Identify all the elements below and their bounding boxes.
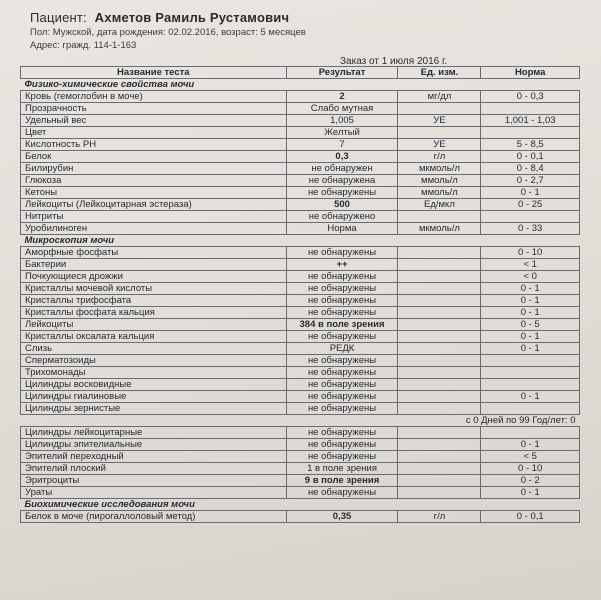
test-name-cell: Сперматозоиды <box>21 355 287 367</box>
table-header-row <box>21 67 580 79</box>
unit-cell: Ед/мкл <box>398 199 481 211</box>
norm-cell: 0 - 1 <box>481 187 580 199</box>
norm-cell: 0 - 1 <box>481 391 580 403</box>
unit-cell: мг/дл <box>398 91 481 103</box>
order-date: Заказ от 1 июля 2016 г. <box>340 56 448 67</box>
result-cell: 9 в поле зрения <box>286 475 398 487</box>
norm-cell: 5 - 8,5 <box>481 139 580 151</box>
unit-cell <box>398 355 481 367</box>
result-cell: Желтый <box>286 127 398 139</box>
result-cell: 1 в поле зрения <box>286 463 398 475</box>
norm-cell <box>481 367 580 379</box>
result-cell: не обнаружены <box>286 403 398 415</box>
unit-cell <box>398 331 481 343</box>
table-row <box>21 223 580 235</box>
header-test-name: Название теста <box>21 67 287 79</box>
table-row <box>21 475 580 487</box>
test-name-cell: Глюкоза <box>21 175 287 187</box>
section-title: Физико-химические свойства мочи <box>21 79 580 91</box>
test-name-cell: Цилиндры гиалиновые <box>21 391 287 403</box>
result-cell: не обнаружены <box>286 271 398 283</box>
norm-cell: 0 - 2,7 <box>481 175 580 187</box>
section-heading <box>21 79 580 91</box>
patient-info: Пол: Мужской, дата рождения: 02.02.2016, возраст: 5 месяцев <box>30 27 306 38</box>
norm-cell: 0 - 33 <box>481 223 580 235</box>
unit-cell <box>398 319 481 331</box>
result-cell: 384 в поле зрения <box>286 319 398 331</box>
test-name-cell: Почкующиеся дрожжи <box>21 271 287 283</box>
unit-cell <box>398 271 481 283</box>
test-name-cell: Билирубин <box>21 163 287 175</box>
unit-cell: УЕ <box>398 115 481 127</box>
norm-cell: 0 - 10 <box>481 247 580 259</box>
norm-cell: 0 - 5 <box>481 319 580 331</box>
table-row <box>21 355 580 367</box>
test-name-cell: Бактерии <box>21 259 287 271</box>
header-unit: Ед. изм. <box>398 67 481 79</box>
result-cell: не обнаружены <box>286 391 398 403</box>
unit-cell <box>398 463 481 475</box>
norm-cell: 0 - 0,1 <box>481 151 580 163</box>
norm-cell: 0 - 10 <box>481 463 580 475</box>
header-norm: Норма <box>481 67 580 79</box>
unit-cell <box>398 403 481 415</box>
result-cell: не обнаружены <box>286 247 398 259</box>
norm-cell: 0 - 1 <box>481 307 580 319</box>
norm-cell <box>481 403 580 415</box>
result-cell: не обнаружены <box>286 355 398 367</box>
unit-cell <box>398 427 481 439</box>
result-cell: не обнаружены <box>286 487 398 499</box>
test-name-cell: Уробилиноген <box>21 223 287 235</box>
unit-cell <box>398 283 481 295</box>
test-name-cell: Цилиндры лейкоцитарные <box>21 427 287 439</box>
test-name-cell: Кристаллы мочевой кислоты <box>21 283 287 295</box>
table-row <box>21 439 580 451</box>
test-name-cell: Прозрачность <box>21 103 287 115</box>
unit-cell <box>398 247 481 259</box>
unit-cell <box>398 439 481 451</box>
result-cell: не обнаружены <box>286 307 398 319</box>
norm-cell: 0 - 2 <box>481 475 580 487</box>
test-name-cell: Белок в моче (пирогаллоловый метод) <box>21 511 287 523</box>
unit-cell: г/л <box>398 511 481 523</box>
section-title: Микроскопия мочи <box>21 235 580 247</box>
test-name-cell: Цилиндры зернистые <box>21 403 287 415</box>
table-row <box>21 463 580 475</box>
result-cell: не обнаружены <box>286 451 398 463</box>
unit-cell: ммоль/л <box>398 187 481 199</box>
table-row <box>21 307 580 319</box>
norm-cell: 0 - 0,1 <box>481 511 580 523</box>
unit-cell <box>398 211 481 223</box>
result-cell: РЕДК <box>286 343 398 355</box>
test-name-cell: Эпителий переходный <box>21 451 287 463</box>
result-cell: не обнаружены <box>286 379 398 391</box>
unit-cell <box>398 475 481 487</box>
table-row <box>21 259 580 271</box>
norm-cell: 0 - 0,3 <box>481 91 580 103</box>
test-name-cell: Цилиндры эпителиальные <box>21 439 287 451</box>
table-row <box>21 343 580 355</box>
table-row <box>21 151 580 163</box>
test-name-cell: Удельный вес <box>21 115 287 127</box>
patient-label: Пациент: <box>30 10 87 25</box>
table-row <box>21 331 580 343</box>
norm-cell <box>481 379 580 391</box>
table-row <box>21 103 580 115</box>
table-row <box>21 403 580 415</box>
table-row <box>21 187 580 199</box>
test-name-cell: Трихомонады <box>21 367 287 379</box>
norm-cell: 0 - 1 <box>481 343 580 355</box>
table-row <box>21 283 580 295</box>
norm-cell: < 1 <box>481 259 580 271</box>
norm-cell: 0 - 1 <box>481 295 580 307</box>
test-name-cell: Кристаллы трифосфата <box>21 295 287 307</box>
test-name-cell: Нитриты <box>21 211 287 223</box>
test-name-cell: Эритроциты <box>21 475 287 487</box>
norm-cell: 1,001 - 1,03 <box>481 115 580 127</box>
unit-cell <box>398 343 481 355</box>
result-cell: не обнаружено <box>286 211 398 223</box>
table-row <box>21 139 580 151</box>
unit-cell <box>398 307 481 319</box>
test-name-cell: Кристаллы оксалата кальция <box>21 331 287 343</box>
test-name-cell: Лейкоциты <box>21 319 287 331</box>
result-cell: Слабо мутная <box>286 103 398 115</box>
test-name-cell: Цилиндры восковидные <box>21 379 287 391</box>
table-row <box>21 367 580 379</box>
unit-cell <box>398 379 481 391</box>
unit-cell: ммоль/л <box>398 175 481 187</box>
section-heading <box>21 499 580 511</box>
result-cell: не обнаружены <box>286 367 398 379</box>
result-cell: не обнаружены <box>286 331 398 343</box>
result-cell: не обнаружена <box>286 175 398 187</box>
norm-cell: 0 - 1 <box>481 487 580 499</box>
unit-cell <box>398 103 481 115</box>
unit-cell <box>398 451 481 463</box>
table-row <box>21 295 580 307</box>
test-name-cell: Лейкоциты (Лейкоцитарная эстераза) <box>21 199 287 211</box>
result-cell: Норма <box>286 223 398 235</box>
table-row <box>21 175 580 187</box>
test-name-cell: Эпителий плоский <box>21 463 287 475</box>
norm-cell <box>481 355 580 367</box>
result-cell: 7 <box>286 139 398 151</box>
report-header <box>30 10 590 51</box>
section-title: Биохимические исследования мочи <box>21 499 580 511</box>
norm-cell: 0 - 1 <box>481 283 580 295</box>
result-cell: не обнаружены <box>286 439 398 451</box>
table-row <box>21 487 580 499</box>
result-cell: ++ <box>286 259 398 271</box>
norm-cell <box>481 427 580 439</box>
patient-name: Ахметов Рамиль Рустамович <box>94 10 290 25</box>
unit-cell <box>398 487 481 499</box>
result-cell: не обнаружены <box>286 187 398 199</box>
table-row <box>21 115 580 127</box>
norm-cell: < 0 <box>481 271 580 283</box>
table-row <box>21 451 580 463</box>
norm-cell: 0 - 1 <box>481 331 580 343</box>
patient-line <box>30 10 590 25</box>
table-row <box>21 427 580 439</box>
table-row <box>21 511 580 523</box>
test-name-cell: Слизь <box>21 343 287 355</box>
norm-cell <box>481 211 580 223</box>
test-name-cell: Цвет <box>21 127 287 139</box>
unit-cell: УЕ <box>398 139 481 151</box>
age-range-note-row <box>21 415 580 427</box>
norm-cell: < 5 <box>481 451 580 463</box>
age-range-note: с 0 Дней по 99 Год/лет: 0 <box>21 415 580 427</box>
table-row <box>21 199 580 211</box>
table-row <box>21 379 580 391</box>
unit-cell <box>398 127 481 139</box>
unit-cell: мкмоль/л <box>398 163 481 175</box>
table-row <box>21 91 580 103</box>
header-result: Результат <box>286 67 398 79</box>
result-cell: 500 <box>286 199 398 211</box>
unit-cell <box>398 259 481 271</box>
test-name-cell: Ураты <box>21 487 287 499</box>
norm-cell <box>481 103 580 115</box>
unit-cell <box>398 391 481 403</box>
norm-cell <box>481 127 580 139</box>
section-heading <box>21 235 580 247</box>
unit-cell: г/л <box>398 151 481 163</box>
result-cell: не обнаружен <box>286 163 398 175</box>
unit-cell <box>398 295 481 307</box>
result-cell: 2 <box>286 91 398 103</box>
test-name-cell: Кровь (гемоглобин в моче) <box>21 91 287 103</box>
result-cell: 1,005 <box>286 115 398 127</box>
table-row <box>21 319 580 331</box>
result-cell: 0,35 <box>286 511 398 523</box>
table-row <box>21 391 580 403</box>
table-row <box>21 271 580 283</box>
norm-cell: 0 - 25 <box>481 199 580 211</box>
table-row <box>21 163 580 175</box>
test-name-cell: Аморфные фосфаты <box>21 247 287 259</box>
results-table <box>20 66 580 523</box>
result-cell: не обнаружены <box>286 427 398 439</box>
test-name-cell: Белок <box>21 151 287 163</box>
table-row <box>21 127 580 139</box>
test-name-cell: Кристаллы фосфата кальция <box>21 307 287 319</box>
unit-cell: мкмоль/л <box>398 223 481 235</box>
unit-cell <box>398 367 481 379</box>
test-name-cell: Кислотность PH <box>21 139 287 151</box>
norm-cell: 0 - 1 <box>481 439 580 451</box>
patient-address: Адрес: гражд. 114-1-163 <box>30 40 137 51</box>
test-name-cell: Кетоны <box>21 187 287 199</box>
result-cell: 0,3 <box>286 151 398 163</box>
norm-cell: 0 - 8,4 <box>481 163 580 175</box>
result-cell: не обнаружены <box>286 283 398 295</box>
table-row <box>21 247 580 259</box>
result-cell: не обнаружены <box>286 295 398 307</box>
table-row <box>21 211 580 223</box>
